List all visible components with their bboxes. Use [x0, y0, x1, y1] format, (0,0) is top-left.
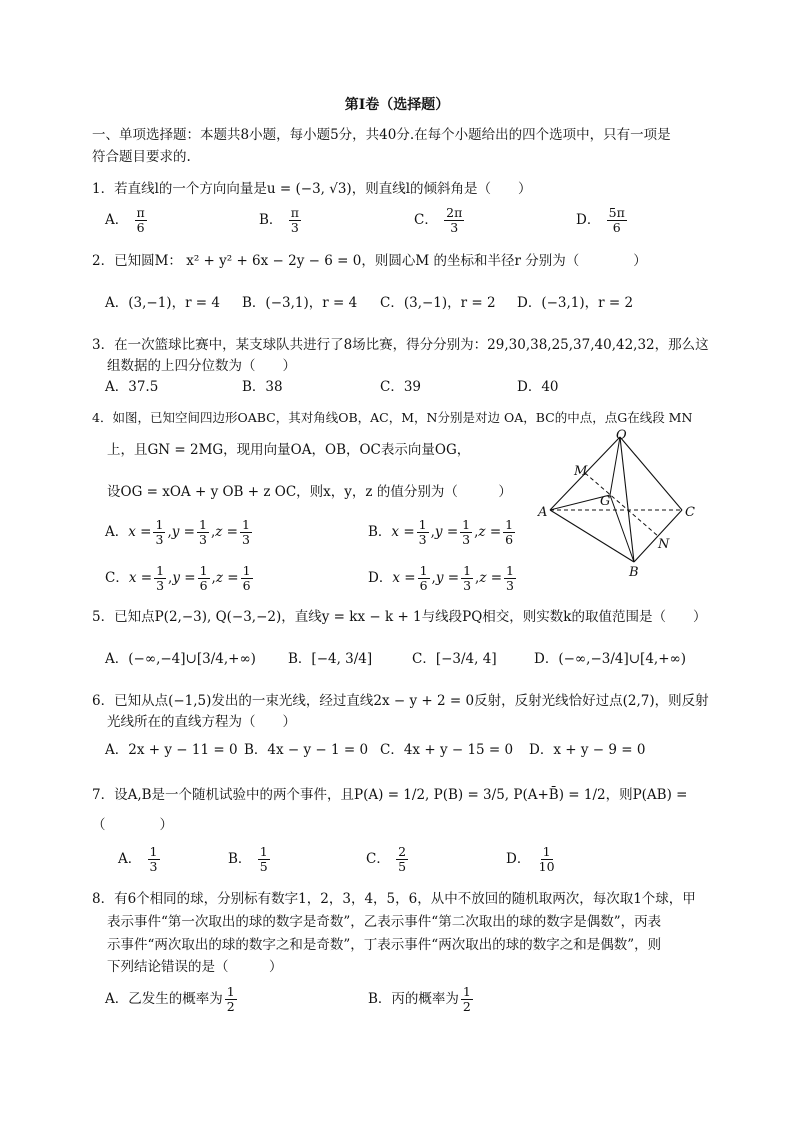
- q1-option-d[interactable]: D． $\frac{5\pi}{6}$: [576, 205, 625, 235]
- label-O: O: [616, 428, 627, 443]
- question-4-stem-line2: 上，且GN = 2MG，现用向量OA，OB，OC表示向量OG，: [107, 442, 471, 458]
- question-3-stem-line1: 3．在一次篮球比赛中，某支球队共进行了8场比赛，得分分别为：29,30,38,25,37,40,42,32，那么这: [92, 337, 709, 353]
- q4-option-c[interactable]: C．x = $\frac{1}{3}$ ,y = $\frac{1}{6}$ ,z = $\frac{1}{6}$: [105, 563, 251, 593]
- q6-option-d[interactable]: D．x + y − 9 = 0: [529, 742, 646, 758]
- question-8-stem-line2: 表示事件“第一次取出的球的数字是奇数”，乙表示事件“第二次取出的球的数字是偶数”，丙表: [107, 914, 662, 930]
- q6-option-c[interactable]: C．4x + y − 15 = 0: [380, 742, 514, 758]
- q6-option-b[interactable]: B．4x − y − 1 = 0: [244, 742, 369, 758]
- label-M: M: [574, 464, 588, 479]
- q5-option-c[interactable]: C．[−3/4, 4]: [412, 651, 497, 667]
- q5-option-d[interactable]: D．(−∞,−3/4]∪[4,+∞): [534, 651, 687, 667]
- question-7-blank: （ ）: [92, 817, 173, 833]
- q3-option-d[interactable]: D．40: [517, 379, 559, 395]
- q7-option-b[interactable]: B． $\frac{1}{5}$: [228, 844, 268, 874]
- question-8-stem-line3: 示事件“两次取出的球的数字之和是奇数”，丁表示事件“两次取出的球的数字之和是偶数”，则: [107, 937, 662, 953]
- question-1-stem: 1．若直线l的一个方向向量是u = (−3, √3)，则直线l的倾斜角是（ ）: [92, 181, 532, 197]
- q8-option-b[interactable]: B．丙的概率为 $\frac{1}{2}$: [368, 984, 471, 1014]
- q1-option-b[interactable]: B． $\frac{\pi}{3}$: [259, 205, 299, 235]
- q7-option-c[interactable]: C． $\frac{2}{5}$: [366, 844, 407, 874]
- q3-option-b[interactable]: B．38: [242, 379, 283, 395]
- q8-option-a[interactable]: A．乙发生的概率为 $\frac{1}{2}$: [105, 984, 235, 1014]
- q1-option-c[interactable]: C． $\frac{2\pi}{3}$: [414, 205, 463, 235]
- q5-option-b[interactable]: B．[−4, 3/4]: [288, 651, 373, 667]
- label-G: G: [600, 494, 611, 509]
- q3-option-a[interactable]: A．37.5: [105, 379, 159, 395]
- q5-option-a[interactable]: A．(−∞,−4]∪[3/4,+∞): [105, 651, 256, 667]
- question-6-stem-line2: 光线所在的直线方程为（ ）: [107, 714, 296, 730]
- question-8-stem-line1: 8．有6个相同的球，分别标有数字1，2，3，4，5，6，从中不放回的随机取两次，每次取1个球，甲: [92, 891, 696, 907]
- section-header-line2: 符合题目要求的.: [92, 149, 191, 165]
- label-N: N: [658, 537, 670, 552]
- label-B: B: [629, 565, 639, 580]
- question-7-stem: 7．设A,B是一个随机试验中的两个事件，且P(A) = 1/2, P(B) = 3/5, P(A+B̄) = 1/2，则P(AB) =: [92, 787, 688, 803]
- question-4-stem-line1: 4．如图，已知空间四边形OABC，其对角线OB，AC，M，N分别是对边 OA，BC的中点，点G在线段 MN: [92, 410, 693, 425]
- tetrahedron-figure: [530, 425, 710, 580]
- q2-option-d[interactable]: D．(−3,1)，r = 2: [517, 295, 634, 311]
- question-8-stem-line4: 下列结论错误的是（ ）: [107, 959, 283, 975]
- question-5-stem: 5．已知点P(2,−3), Q(−3,−2)，直线y = kx − k + 1与线段PQ相交，则实数k的取值范围是（ ）: [92, 609, 707, 625]
- label-A: A: [538, 505, 548, 520]
- section-header-line1: 一、单项选择题：本题共8小题，每小题5分，共40分.在每个小题给出的四个选项中，只有一项是: [92, 127, 671, 143]
- page-title: 第Ⅰ卷（选择题）: [344, 97, 450, 113]
- label-C: C: [685, 505, 695, 520]
- q4-option-b[interactable]: B．x = $\frac{1}{3}$ ,y = $\frac{1}{3}$ ,z = $\frac{1}{6}$: [368, 517, 514, 547]
- q2-option-b[interactable]: B．(−3,1)，r = 4: [242, 295, 358, 311]
- question-2-stem: 2．已知圆M： x² + y² + 6x − 2y − 6 = 0，则圆心M 的坐标和半径r 分别为（ ）: [92, 253, 647, 269]
- q7-option-a[interactable]: A． $\frac{1}{3}$: [118, 844, 158, 874]
- q6-option-a[interactable]: A．2x + y − 11 = 0: [105, 742, 238, 758]
- q4-option-a[interactable]: A．x = $\frac{1}{3}$ ,y = $\frac{1}{3}$ ,z = $\frac{1}{3}$: [105, 517, 250, 547]
- q7-option-d[interactable]: D． $\frac{1}{10}$: [506, 844, 555, 874]
- q2-option-c[interactable]: C．(3,−1)，r = 2: [380, 295, 496, 311]
- q3-option-c[interactable]: C．39: [380, 379, 422, 395]
- question-6-stem-line1: 6．已知从点(−1,5)发出的一束光线，经过直线2x − y + 2 = 0反射，反射光线恰好过点(2,7)，则反射: [92, 693, 709, 709]
- q4-option-d[interactable]: D．x = $\frac{1}{6}$ ,y = $\frac{1}{3}$ ,z = $\frac{1}{3}$: [368, 563, 514, 593]
- q2-option-a[interactable]: A．(3,−1)，r = 4: [105, 295, 221, 311]
- q1-option-a[interactable]: A． $\frac{\pi}{6}$: [105, 205, 145, 235]
- question-3-stem-line2: 组数据的上四分位数为（ ）: [107, 358, 296, 374]
- question-4-stem-line3: 设OG = xOA + y OB + z OC，则x，y，z 的值分别为（ ）: [107, 484, 512, 500]
